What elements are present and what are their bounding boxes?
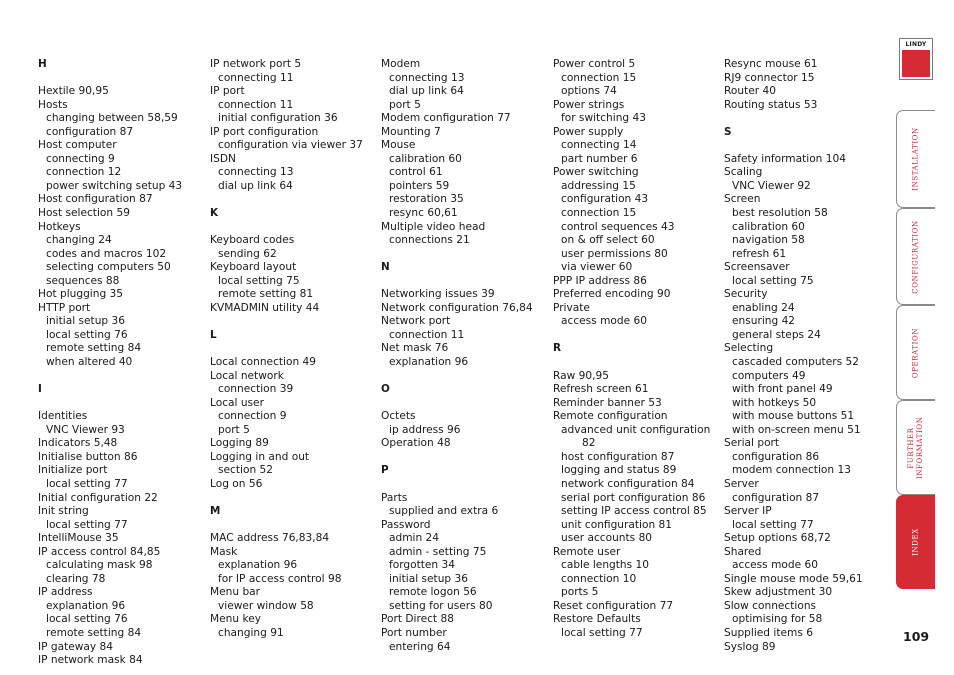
tab-index-label: INDEX xyxy=(911,528,920,556)
index-subentry: connecting 13 xyxy=(218,166,294,179)
index-subentry: initial setup 36 xyxy=(46,315,125,328)
tab-operation-label: OPERATION xyxy=(911,327,920,378)
tab-index[interactable] xyxy=(896,495,935,589)
index-subentry: on & off select 60 xyxy=(561,234,655,247)
index-subentry: cascaded computers 52 xyxy=(732,356,859,369)
index-entry: Logging in and out xyxy=(210,450,310,463)
index-entry: MAC address 76,83,84 xyxy=(210,532,330,545)
index-letter-heading: K xyxy=(210,207,219,220)
index-entry: Server IP xyxy=(724,505,772,518)
index-subentry: port 5 xyxy=(218,423,250,436)
index-subentry: calibration 60 xyxy=(389,152,462,165)
index-entry: Shared xyxy=(724,545,762,558)
spacer xyxy=(210,519,378,533)
index-subentry: via viewer 60 xyxy=(561,261,633,274)
index-entry: Host selection 59 xyxy=(38,207,130,220)
index-entry: Host configuration 87 xyxy=(38,193,153,206)
index-entry: Screensaver xyxy=(724,261,790,274)
index-entry: Reminder banner 53 xyxy=(553,396,662,409)
index-subentry: modem connection 13 xyxy=(732,464,851,477)
index-letter-heading: I xyxy=(38,383,42,396)
index-entry: Preferred encoding 90 xyxy=(553,288,671,301)
index-entry: Remote configuration xyxy=(553,410,668,423)
index-subentry: connections 21 xyxy=(389,234,470,247)
index-subentry: when altered 40 xyxy=(46,356,133,369)
spacer xyxy=(210,492,378,506)
index-entry: Indicators 5,48 xyxy=(38,437,118,450)
index-subentry: admin - setting 75 xyxy=(389,545,487,558)
index-column xyxy=(553,58,721,641)
index-column xyxy=(724,58,892,654)
index-subentry: refresh 61 xyxy=(732,247,787,260)
index-subentry: explanation 96 xyxy=(46,599,126,612)
index-subentry: local setting 77 xyxy=(732,518,814,531)
index-subentry: connection 15 xyxy=(561,207,637,220)
index-entry: Safety information 104 xyxy=(724,152,846,165)
tab-installation[interactable] xyxy=(896,110,935,208)
index-entry: Remote user xyxy=(553,545,621,558)
index-entry: Log on 56 xyxy=(210,477,263,490)
spacer xyxy=(724,112,892,126)
index-entry: IP port configuration xyxy=(210,125,319,138)
index-subentry: changing between 58,59 xyxy=(46,112,178,125)
spacer xyxy=(381,248,549,262)
tab-configuration-label: CONFIGURATION xyxy=(911,219,920,294)
index-entry: ISDN xyxy=(210,152,236,165)
index-subentry: entering 64 xyxy=(389,640,451,653)
index-subentry: remote setting 81 xyxy=(218,288,314,301)
index-entry: Security xyxy=(724,288,768,301)
index-entry: IP gateway 84 xyxy=(38,640,114,653)
index-subentry: user accounts 80 xyxy=(561,532,653,545)
index-entry: IP network mask 84 xyxy=(38,654,143,667)
index-subentry: navigation 58 xyxy=(732,234,805,247)
index-entry: Multiple video head xyxy=(381,220,486,233)
index-subentry: connection 12 xyxy=(46,166,122,179)
lindy-logo xyxy=(899,38,933,80)
index-subentry: control 61 xyxy=(389,166,443,179)
index-subentry: unit configuration 81 xyxy=(561,518,673,531)
index-entry: Reset configuration 77 xyxy=(553,599,674,612)
index-subentry: configuration 86 xyxy=(732,450,820,463)
index-subentry: advanced unit configuration xyxy=(561,423,711,436)
spacer xyxy=(381,451,549,465)
index-subentry: connecting 14 xyxy=(561,139,637,152)
index-entry: Local connection 49 xyxy=(210,356,317,369)
index-subentry: configuration 87 xyxy=(46,125,134,138)
index-subentry: remote logon 56 xyxy=(389,586,477,599)
spacer xyxy=(38,370,206,384)
index-entry: Power supply xyxy=(553,125,624,138)
spacer xyxy=(381,370,549,384)
index-subentry: initial configuration 36 xyxy=(218,112,338,125)
index-subentry: ports 5 xyxy=(561,586,599,599)
index-entry: Mounting 7 xyxy=(381,125,441,138)
index-entry: Slow connections xyxy=(724,599,817,612)
index-subentry: restoration 35 xyxy=(389,193,464,206)
index-entry: Initialize port xyxy=(38,464,108,477)
index-subentry: power switching setup 43 xyxy=(46,179,183,192)
index-entry: Operation 48 xyxy=(381,437,451,450)
index-subentry: cable lengths 10 xyxy=(561,559,650,572)
index-letter-heading: L xyxy=(210,328,217,341)
index-subentry: serial port configuration 86 xyxy=(561,491,706,504)
tab-further-information-label: FURTHER INFORMATION xyxy=(907,416,924,479)
spacer xyxy=(38,72,206,86)
tab-configuration[interactable] xyxy=(896,208,935,305)
spacer xyxy=(724,139,892,153)
tab-installation-label: INSTALLATION xyxy=(911,127,920,191)
index-subentry: initial setup 36 xyxy=(389,572,468,585)
index-subentry: local setting 77 xyxy=(46,477,128,490)
index-subentry: forgotten 34 xyxy=(389,559,455,572)
index-entry: IntelliMouse 35 xyxy=(38,532,119,545)
index-entry: Network port xyxy=(381,315,451,328)
index-subentry: for IP access control 98 xyxy=(218,572,342,585)
index-entry: Initialise button 86 xyxy=(38,450,138,463)
index-column xyxy=(210,58,378,641)
index-subentry: codes and macros 102 xyxy=(46,247,167,260)
index-subentry: logging and status 89 xyxy=(561,464,677,477)
spacer xyxy=(381,275,549,289)
index-subentry: control sequences 43 xyxy=(561,220,675,233)
index-entry: Raw 90,95 xyxy=(553,369,609,382)
logo-red-block xyxy=(902,50,930,77)
index-subentry: pointers 59 xyxy=(389,179,450,192)
index-letter-heading: N xyxy=(381,261,390,274)
index-entry: Keyboard layout xyxy=(210,261,297,274)
index-subentry: sequences 88 xyxy=(46,274,120,287)
index-letter-heading: S xyxy=(724,125,732,138)
index-letter-heading: M xyxy=(210,505,221,518)
index-subentry: connection 11 xyxy=(218,98,294,111)
index-entry: Refresh screen 61 xyxy=(553,383,649,396)
index-entry: IP port xyxy=(210,85,245,98)
index-subentry: user permissions 80 xyxy=(561,247,668,260)
index-entry: Router 40 xyxy=(724,85,776,98)
index-subentry: connection 39 xyxy=(218,383,294,396)
index-entry: Skew adjustment 30 xyxy=(724,586,833,599)
index-subentry: resync 60,61 xyxy=(389,207,458,220)
index-entry: Parts xyxy=(381,491,408,504)
index-subentry: with hotkeys 50 xyxy=(732,396,817,409)
index-entry: Net mask 76 xyxy=(381,342,449,355)
index-entry: Mask xyxy=(210,545,238,558)
index-subentry: part number 6 xyxy=(561,152,638,165)
index-entry: Port number xyxy=(381,626,447,639)
index-subentry: network configuration 84 xyxy=(561,477,695,490)
index-entry: Screen xyxy=(724,193,761,206)
index-entry: Syslog 89 xyxy=(724,640,776,653)
index-subentry: dial up link 64 xyxy=(218,179,293,192)
index-subentry: connection 10 xyxy=(561,572,637,585)
index-subentry: connecting 13 xyxy=(389,71,465,84)
index-letter-heading: O xyxy=(381,383,390,396)
index-subentry: with mouse buttons 51 xyxy=(732,410,855,423)
index-column xyxy=(38,58,206,668)
logo-text: LINDY xyxy=(905,41,927,48)
index-entry: Modem configuration 77 xyxy=(381,112,511,125)
index-subentry: with front panel 49 xyxy=(732,383,833,396)
index-entry: Logging 89 xyxy=(210,437,269,450)
index-entry: Modem xyxy=(381,58,421,70)
index-entry: IP access control 84,85 xyxy=(38,545,161,558)
index-entry: Password xyxy=(381,518,431,531)
index-subentry: with on-screen menu 51 xyxy=(732,423,861,436)
spacer xyxy=(210,193,378,207)
index-entry: Initial configuration 22 xyxy=(38,491,158,504)
index-subentry: changing 24 xyxy=(46,234,112,247)
index-subentry: VNC Viewer 92 xyxy=(732,179,811,192)
spacer xyxy=(553,329,721,343)
index-entry: Private xyxy=(553,301,590,314)
index-subentry: configuration via viewer 37 xyxy=(218,139,363,152)
index-entry: IP network port 5 xyxy=(210,58,302,70)
index-subentry: ensuring 42 xyxy=(732,315,796,328)
index-letter-heading: R xyxy=(553,342,562,355)
page-number: 109 xyxy=(903,629,930,644)
index-entry: Resync mouse 61 xyxy=(724,58,818,70)
spacer xyxy=(553,356,721,370)
index-subentry: VNC Viewer 93 xyxy=(46,423,125,436)
index-entry: Port Direct 88 xyxy=(381,613,454,626)
index-subentry: calculating mask 98 xyxy=(46,559,153,572)
index-subentry: addressing 15 xyxy=(561,179,636,192)
index-entry: Mouse xyxy=(381,139,416,152)
index-subentry: setting for users 80 xyxy=(389,599,493,612)
index-subentry: configuration 87 xyxy=(732,491,820,504)
index-column xyxy=(381,58,549,654)
index-entry: Setup options 68,72 xyxy=(724,532,831,545)
index-entry: Network configuration 76,84 xyxy=(381,301,533,314)
index-entry: KVMADMIN utility 44 xyxy=(210,301,320,314)
index-subentry: computers 49 xyxy=(732,369,806,382)
index-entry: Hotkeys xyxy=(38,220,81,233)
tab-operation[interactable] xyxy=(896,305,935,400)
index-subentry: supplied and extra 6 xyxy=(389,505,499,518)
index-entry: Local network xyxy=(210,369,284,382)
index-entry: PPP IP address 86 xyxy=(553,274,647,287)
index-subentry: local setting 76 xyxy=(46,328,128,341)
index-subentry: sending 62 xyxy=(218,247,277,260)
index-entry: Routing status 53 xyxy=(724,98,818,111)
spacer xyxy=(381,478,549,492)
spacer xyxy=(210,315,378,329)
index-subentry: selecting computers 50 xyxy=(46,261,171,274)
index-entry: Selecting xyxy=(724,342,774,355)
index-entry: Hextile 90,95 xyxy=(38,85,109,98)
index-subentry: optimising for 58 xyxy=(732,613,823,626)
index-entry: Supplied items 6 xyxy=(724,626,813,639)
index-subentry: access mode 60 xyxy=(732,559,818,572)
index-subentry: connection 11 xyxy=(389,328,465,341)
index-subentry: admin 24 xyxy=(389,532,440,545)
index-subentry: setting IP access control 85 xyxy=(561,505,707,518)
index-subentry: connecting 9 xyxy=(46,152,115,165)
index-entry: Host computer xyxy=(38,139,117,152)
index-subentry: options 74 xyxy=(561,85,617,98)
index-entry: Hot plugging 35 xyxy=(38,288,124,301)
index-letter-heading: P xyxy=(381,464,389,477)
index-subentry: dial up link 64 xyxy=(389,85,464,98)
index-entry: Keyboard codes xyxy=(210,234,295,247)
index-entry: Identities xyxy=(38,410,88,423)
index-entry: Server xyxy=(724,477,759,490)
index-entry: Power control 5 xyxy=(553,58,636,70)
index-entry: Power strings xyxy=(553,98,625,111)
spacer xyxy=(38,397,206,411)
index-entry: Serial port xyxy=(724,437,780,450)
index-subentry: calibration 60 xyxy=(732,220,805,233)
tab-further-information[interactable] xyxy=(896,400,935,495)
index-subentry: local setting 77 xyxy=(46,518,128,531)
index-letter-heading: H xyxy=(38,58,47,70)
index-subentry: for switching 43 xyxy=(561,112,646,125)
index-subentry: local setting 76 xyxy=(46,613,128,626)
index-entry: Restore Defaults xyxy=(553,613,641,626)
index-subentry: enabling 24 xyxy=(732,301,795,314)
index-entry: Hosts xyxy=(38,98,68,111)
index-entry: HTTP port xyxy=(38,301,91,314)
index-subentry: connection 9 xyxy=(218,410,287,423)
index-entry: IP address xyxy=(38,586,93,599)
index-subentry: connection 15 xyxy=(561,71,637,84)
index-entry: Networking issues 39 xyxy=(381,288,495,301)
spacer xyxy=(381,397,549,411)
index-entry: Menu key xyxy=(210,613,261,626)
index-subentry: 82 xyxy=(582,437,596,450)
index-subentry: remote setting 84 xyxy=(46,342,142,355)
index-subentry: access mode 60 xyxy=(561,315,647,328)
index-subentry: changing 91 xyxy=(218,626,284,639)
index-subentry: ip address 96 xyxy=(389,423,461,436)
index-subentry: local setting 75 xyxy=(218,274,300,287)
index-subentry: configuration 43 xyxy=(561,193,649,206)
index-entry: Menu bar xyxy=(210,586,261,599)
index-subentry: viewer window 58 xyxy=(218,599,314,612)
index-subentry: general steps 24 xyxy=(732,328,821,341)
spacer xyxy=(210,221,378,235)
index-entry: Local user xyxy=(210,396,264,409)
index-entry: Init string xyxy=(38,505,89,518)
index-subentry: explanation 96 xyxy=(218,559,298,572)
index-subentry: port 5 xyxy=(389,98,421,111)
spacer xyxy=(210,342,378,356)
index-subentry: section 52 xyxy=(218,464,274,477)
index-subentry: connecting 11 xyxy=(218,71,294,84)
index-entry: Power switching xyxy=(553,166,639,179)
index-subentry: explanation 96 xyxy=(389,356,469,369)
index-subentry: best resolution 58 xyxy=(732,207,828,220)
index-subentry: remote setting 84 xyxy=(46,626,142,639)
index-entry: Single mouse mode 59,61 xyxy=(724,572,863,585)
index-entry: RJ9 connector 15 xyxy=(724,71,815,84)
index-subentry: local setting 75 xyxy=(732,274,814,287)
index-subentry: host configuration 87 xyxy=(561,450,675,463)
index-entry: Octets xyxy=(381,410,416,423)
index-subentry: local setting 77 xyxy=(561,626,643,639)
index-entry: Scaling xyxy=(724,166,763,179)
index-subentry: clearing 78 xyxy=(46,572,106,585)
